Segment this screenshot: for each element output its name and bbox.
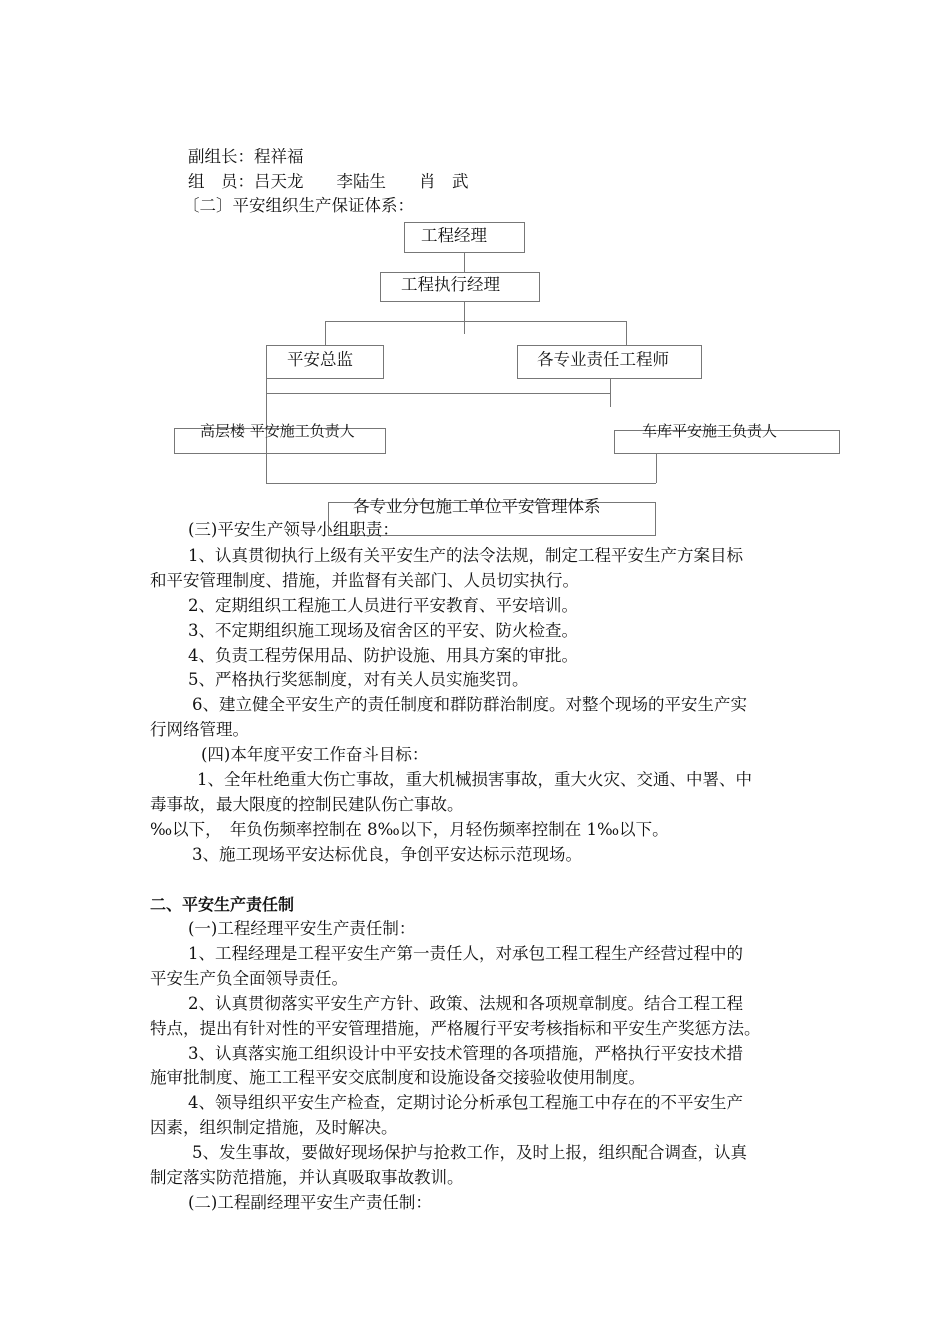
section-heading-annual-goals: (四)本年度平安工作奋斗目标：	[201, 745, 429, 764]
paragraph-line: 2、认真贯彻落实平安生产方针、政策、法规和各项规章制度。结合工程工程	[188, 994, 743, 1013]
paragraph-line: 3、施工现场平安达标优良，争创平安达标示范现场。	[192, 845, 582, 864]
paragraph-line: 特点，提出有针对性的平安管理措施，严格履行平安考核指标和平安生产奖惩方法。	[150, 1019, 761, 1038]
org-connector	[266, 483, 656, 484]
paragraph-line: 5、发生事故，要做好现场保护与抢救工作，及时上报，组织配合调查，认真	[192, 1143, 747, 1162]
deputy-leader-line: 副组长：程祥福	[188, 147, 304, 166]
org-label-specialty-engineers: 各专业责任工程师	[537, 350, 669, 369]
members-line: 组 员：吕天龙 李陆生 肖 武	[188, 172, 469, 191]
org-connector	[325, 321, 626, 322]
chapter-heading: 二、平安生产责任制	[150, 895, 295, 914]
paragraph-line: 4、领导组织平安生产检查，定期讨论分析承包工程施工中存在的不平安生产	[188, 1093, 743, 1112]
section-heading-org-system: 〔二〕平安组织生产保证体系：	[183, 196, 414, 215]
org-label-safety-director: 平安总监	[287, 350, 353, 369]
paragraph-line: 6、建立健全平安生产的责任制度和群防群治制度。对整个现场的平安生产实	[192, 695, 747, 714]
list-item: 4、负责工程劳保用品、防护设施、用具方案的审批。	[188, 646, 578, 665]
paragraph-line: 毒事故，最大限度的控制民建队伤亡事故。	[150, 795, 464, 814]
org-connector	[325, 321, 326, 345]
paragraph-line: 1、工程经理是工程平安生产第一责任人，对承包工程工程生产经营过程中的	[188, 944, 743, 963]
org-label-garage-lead: 车库平安施工负责人	[642, 422, 778, 440]
paragraph-line: 平安生产负全面领导责任。	[150, 969, 348, 988]
org-label-highrise-lead: 高层楼 平安施工负责人	[200, 422, 355, 440]
org-label-executive-manager: 工程执行经理	[401, 275, 500, 294]
paragraph-line: 制定落实防范措施，并认真吸取事故教训。	[150, 1168, 464, 1187]
list-item: 2、定期组织工程施工人员进行平安教育、平安培训。	[188, 596, 578, 615]
subsection-heading: (二)工程副经理平安生产责任制：	[188, 1193, 432, 1212]
paragraph-line: 3、认真落实施工组织设计中平安技术管理的各项措施，严格执行平安技术措	[188, 1044, 743, 1063]
paragraph-line: ‰以下， 年负伤频率控制在 8‰以下，月轻伤频率控制在 1‰以下。	[150, 820, 669, 839]
org-connector	[266, 393, 610, 394]
list-item: 5、严格执行奖惩制度，对有关人员实施奖罚。	[188, 670, 529, 689]
paragraph-line: 施审批制度、施工工程平安交底制度和设施设备交接验收使用制度。	[150, 1068, 645, 1087]
paragraph-line: 1、全年杜绝重大伤亡事故，重大机械损害事故，重大火灾、交通、中署、中	[197, 770, 752, 789]
paragraph-line: 行网络管理。	[150, 720, 249, 739]
paragraph-line: 因素，组织制定措施，及时解决。	[150, 1118, 398, 1137]
paragraph-line: 1、认真贯彻执行上级有关平安生产的法令法规，制定工程平安生产方案目标	[188, 546, 743, 565]
list-item: 3、不定期组织施工现场及宿舍区的平安、防火检查。	[188, 621, 578, 640]
org-label-project-manager: 工程经理	[421, 226, 487, 245]
org-connector	[464, 253, 465, 272]
paragraph-line: 和平安管理制度、措施，并监督有关部门、人员切实执行。	[150, 571, 579, 590]
section-heading-leadership-duties: (三)平安生产领导小组职责：	[188, 520, 399, 539]
org-label-subcontractor-system: 各专业分包施工单位平安管理体系	[353, 497, 601, 516]
org-connector	[626, 321, 627, 345]
org-connector	[656, 454, 657, 483]
org-connector	[610, 379, 611, 407]
subsection-heading: (一)工程经理平安生产责任制：	[188, 919, 416, 938]
org-connector	[464, 302, 465, 334]
